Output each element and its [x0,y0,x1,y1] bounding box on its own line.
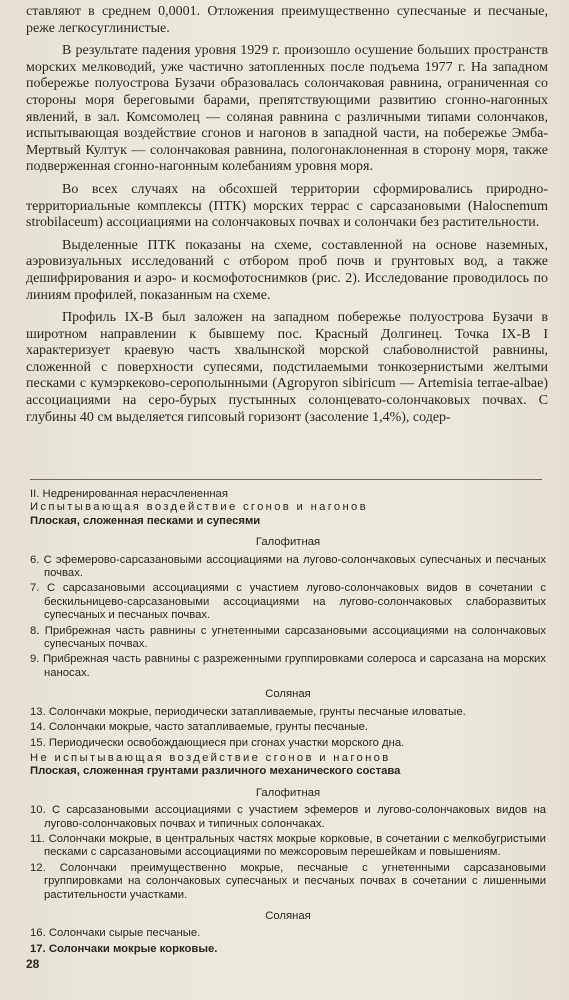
legend-item: 17. Солончаки мокрые корковые. [30,942,218,955]
legend-item: 7. С сарсазановыми ассоциациями с участием лугово-солончаковых видов в сочетании с бескильницево-сарсазановыми ассоциациями на лугово-солончаковых слаборазвитых супесчаных и песчаных почвах. [30,582,546,622]
legend-group-heading: Плоская, сложенная песками и супесями [30,514,261,527]
paragraph-5: Профиль IX-B был заложен на западном побережье полуострова Бузачи в широтном направлении к бывшему пос. Красный Долгинец. Точка IX-B I характеризует краевую часть хвалынской морской слабоволнистой равнины, сложенной с поверхности супесями, подстилаемыми тонкозернистыми желтыми песками с кумэркеково-серополынными (Agropyron sibiricum — Artemisia terrae-albae) ассоциациями на серо-бурых пустынных солонцевато-солончаковых почвах. С глубины 40 см выделяется гипсовый горизонт (засоление 1,4%), содер- [26,310,548,425]
legend-item: 11. Солончаки мокрые, в центральных частях мокрые корковые, в сочетании с мелкобугристыми песками с сарсазановыми ассоциациями по межсоровым перешейкам и повышениям. [30,832,546,859]
legend-group-heading: Плоская, сложенная грунтами различного механического состава [30,765,401,778]
legend-item: 15. Периодически освобождающиеся при сгонах участки морского дна. [30,736,405,749]
map-legend [30,488,546,956]
paragraph-3: Во всех случаях на обсохшей территории сформировались природно-территориальные комплексы (ПТК) морских террас с сарсазановыми (Halocnemum strobilaceum) ассоциациями на солончаковых почвах и солончаки без растительности. [26,181,548,231]
divider [30,479,542,480]
legend-list-b [30,706,546,750]
legend-item: 12. Солончаки преимущественно мокрые, песчаные с угнетенными сарсазановыми группировками на солончаковых супесчаных и песчаных почвах в сочетании с лишенными растительности участками. [30,861,546,901]
legend-list-d [30,927,546,956]
legend-item: 13. Солончаки мокрые, периодически затапливаемые, грунты песчаные иловатые. [30,705,466,718]
legend-category-line: II. Недренированная нерасчлененная [30,488,228,500]
legend-heading-halophytic: Галофитная [255,786,321,799]
legend-list-a [30,554,546,681]
paragraph-4: Выделенные ПТК показаны на схеме, составленной на основе наземных, аэровизуальных исследований с отбором проб почв и грунтовых вод, а также дешифрирования и аэро- и космофотоснимков (рис. 2). Исследование проводилось по линиям профилей, показанным на схеме. [26,237,548,303]
main-text [26,4,548,426]
legend-item: 10. С сарсазановыми ассоциациями с участием эфемеров и лугово-солончаковых видов на лугово-солончаковых почвах и типичных солончаках. [30,804,546,830]
paragraph-1: ставляют в среднем 0,0001. Отложения преимущественно супесчаные и песчаные, реже легкосуглинистые. [26,4,548,36]
paragraph-2: В результате падения уровня 1929 г. произошло осушение больших пространств морских мелководий, уже частично затопленных после подъема 1977 г. На западном побережье полуострова Бузачи образовалась солончаковая равнина, ограниченная со стороны моря береговыми барами, препятствующими развитию сгонно-нагонных явлений, в зал. Комсомолец — соляная равнина с различными типами солончаков, испытывающая воздействие сгонов и нагонов в западной части, на побережье Эмба-Мертвый Култук — солончаковая равнина, пологонаклоненная в сторону моря, также подверженная сгонно-нагонным колебаниям уровня моря. [26,43,548,175]
legend-heading-saline: Соляная [265,688,311,701]
legend-subcategory-line: Испытывающая воздействие сгонов и нагонов [30,501,368,514]
legend-item: 8. Прибрежная часть равнины с угнетенными сарсазановыми ассоциациями на солончаковых супесчаных почвах. [30,624,546,651]
legend-item: 16. Солончаки сырые песчаные. [30,927,201,940]
legend-heading-halophytic: Галофитная [255,536,321,549]
legend-subcategory-line: Не испытывающая воздействие сгонов и нагонов [30,751,391,764]
legend-heading-saline: Соляная [265,909,311,922]
legend-item: 14. Солончаки мокрые, часто затапливаемые, грунты песчаные. [30,721,368,734]
page-number: 28 [26,957,40,971]
legend-item: 6. С эфемерово-сарсазановыми ассоциациями на лугово-солончаковых супесчаных и песчаных почвах. [30,553,546,580]
legend-item: 9. Прибрежная часть равнины с разреженными группировками солероса и сарсазана на морских наносах. [30,653,546,679]
legend-list-c [30,804,546,902]
